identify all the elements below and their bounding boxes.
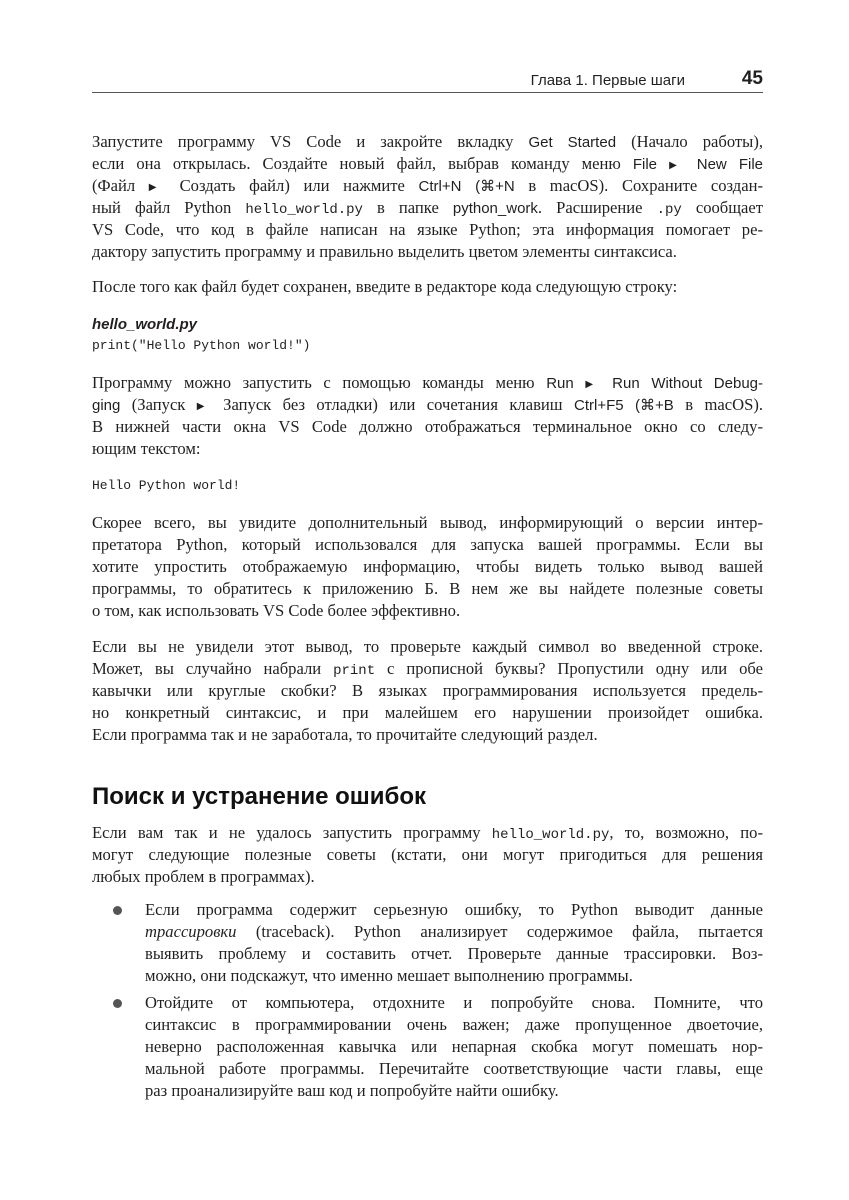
text-line — [92, 512, 763, 534]
list-item — [145, 992, 763, 1102]
ui-term: python_work — [452, 200, 538, 217]
text-line — [92, 680, 763, 702]
ui-term: ging — [92, 397, 121, 414]
text-line — [145, 1014, 763, 1036]
paragraph — [92, 276, 763, 298]
text: о том, как использовать VS Code более эффективно. — [92, 601, 461, 620]
text: (Запуск — [120, 395, 197, 414]
text: , то, возможно, по- — [609, 823, 763, 842]
text: Создать файл) или нажмите — [165, 176, 419, 195]
ui-term: Ctrl+N (⌘+N — [418, 178, 515, 195]
text-line — [92, 219, 763, 241]
text-line — [145, 992, 763, 1014]
text-line — [92, 197, 763, 219]
ui-term: Get Started — [528, 134, 617, 151]
text: Если программа содержит серьезную ошибку, то Python выводит данные — [145, 900, 763, 919]
menu-arrow-icon: ▶ — [148, 182, 166, 193]
bullet-icon — [113, 906, 122, 915]
text: выявить проблему и составить отчет. Проверьте данные трассировки. Воз- — [145, 944, 763, 963]
text: VS Code, что код в файле написан на языке Python; эта информация помогает ре- — [92, 220, 763, 239]
text-line — [92, 600, 763, 622]
text: в macOS). Сохраните создан- — [514, 176, 763, 195]
terminal-output: Hello Python world! — [92, 478, 241, 493]
text-line — [92, 241, 763, 263]
text-line — [92, 534, 763, 556]
text: кавычки или круглые скобки? В языках программирования используется предель- — [92, 681, 763, 700]
text-line — [92, 844, 763, 866]
text: (Файл — [92, 176, 149, 195]
text: в папке — [362, 198, 453, 217]
text: раз проанализируйте ваш код и попробуйте найти ошибку. — [145, 1081, 559, 1100]
text: Запуск без отладки) или сочетания клавиш — [211, 395, 574, 414]
paragraph — [92, 512, 763, 622]
ui-term: Run Without Debug- — [600, 375, 763, 392]
text: сообщает — [681, 198, 763, 217]
text-line — [92, 578, 763, 600]
text: Запустите программу VS Code и закройте вкладку — [92, 132, 529, 151]
text-line — [92, 556, 763, 578]
page-number: 45 — [741, 68, 763, 89]
text: мальной работе программы. Перечитайте соответствующие части главы, еще — [145, 1059, 763, 1078]
text: синтаксис в программировании очень важен; даже пропущенное двоеточие, — [145, 1015, 763, 1034]
menu-arrow-icon: ▶ — [196, 401, 212, 412]
text: в macOS). — [673, 395, 763, 414]
text: можно, они подскажут, что именно мешает выполнению программы. — [145, 966, 633, 985]
emphasis: трассировки — [145, 922, 237, 941]
text-line — [145, 1080, 763, 1102]
text-line — [145, 921, 763, 943]
text: Если программа так и не заработала, то прочитайте следующий раздел. — [92, 725, 598, 744]
text: хотите упростить отображаемую информацию, чтобы видеть только вывод вашей — [92, 557, 763, 576]
text-line — [145, 899, 763, 921]
text-line — [145, 943, 763, 965]
text: (Начало работы), — [616, 132, 763, 151]
text-line — [92, 153, 763, 175]
text: ный файл Python — [92, 198, 246, 217]
text-line — [92, 276, 763, 298]
paragraph — [92, 131, 763, 263]
text: Отойдите от компьютера, отдохните и попробуйте снова. Помните, что — [145, 993, 763, 1012]
text: если она открылась. Создайте новый файл, выбрав команду меню — [92, 154, 633, 173]
text: Программу можно запустить с помощью команды меню — [92, 373, 547, 392]
text-line — [92, 724, 763, 746]
text-line — [145, 1058, 763, 1080]
text: ющим текстом: — [92, 439, 201, 458]
bullet-icon — [113, 999, 122, 1008]
text: программы, то обратитесь к приложению Б. В нем же вы найдете полезные советы — [92, 579, 763, 598]
text: могут следующие полезные советы (кстати, они могут пригодиться для решения — [92, 845, 763, 864]
text-line — [92, 131, 763, 153]
text-line — [92, 702, 763, 724]
section-heading: Поиск и устранение ошибок — [92, 783, 426, 810]
text-line — [145, 1036, 763, 1058]
text: Может, вы случайно набрали — [92, 659, 334, 678]
text: В нижней части окна VS Code должно отображаться терминальное окно со следу- — [92, 417, 763, 436]
chapter-title: Глава 1. Первые шаги — [530, 72, 685, 89]
ui-term: New File — [684, 156, 763, 173]
paragraph — [92, 372, 763, 460]
list-item — [145, 899, 763, 987]
listing-filename: hello_world.py — [92, 316, 198, 333]
text-line — [92, 866, 763, 888]
inline-code: .py — [656, 202, 682, 218]
paragraph — [92, 822, 763, 888]
menu-arrow-icon: ▶ — [669, 160, 685, 171]
ui-term: Run — [546, 375, 586, 392]
ui-term: Ctrl+F5 (⌘+B — [574, 397, 674, 414]
text-line — [92, 175, 763, 197]
text-line — [92, 438, 763, 460]
running-header — [92, 66, 763, 93]
text-line — [92, 822, 763, 844]
listing-code: print("Hello Python world!") — [92, 338, 311, 353]
text: . Расширение — [537, 198, 657, 217]
text-line — [92, 658, 763, 680]
ui-term: File — [632, 156, 670, 173]
menu-arrow-icon: ▶ — [585, 379, 601, 390]
text-line — [92, 394, 763, 416]
paragraph — [92, 636, 763, 746]
text: Если вы не увидели этот вывод, то проверьте каждый символ во введенной строке. — [92, 637, 763, 656]
text: неверно расположенная кавычка или непарная скобка могут помешать нор- — [145, 1037, 763, 1056]
text: с прописной буквы? Пропустили одну или обе — [375, 659, 763, 678]
text: претатора Python, который использовался для запуска вашей программы. Если вы — [92, 535, 763, 554]
inline-code: print — [333, 663, 376, 679]
text: любых проблем в программах). — [92, 867, 315, 886]
text: дактору запустить программу и правильно выделить цветом элементы синтаксиса. — [92, 242, 677, 261]
inline-code: hello_world.py — [491, 827, 610, 843]
text: Если вам так и не удалось запустить программу — [92, 823, 492, 842]
text-line — [92, 372, 763, 394]
code-listing — [92, 316, 763, 354]
text-line — [92, 636, 763, 658]
text-line — [145, 965, 763, 987]
text-line — [92, 416, 763, 438]
text: (traceback). Python анализирует содержимое файла, пытается — [236, 922, 763, 941]
text: После того как файл будет сохранен, введите в редакторе кода следующую строку: — [92, 277, 678, 296]
text: Скорее всего, вы увидите дополнительный вывод, информирующий о версии интер- — [92, 513, 763, 532]
inline-code: hello_world.py — [245, 202, 363, 218]
text: но конкретный синтаксис, и при малейшем его нарушении произойдет ошибка. — [92, 703, 763, 722]
